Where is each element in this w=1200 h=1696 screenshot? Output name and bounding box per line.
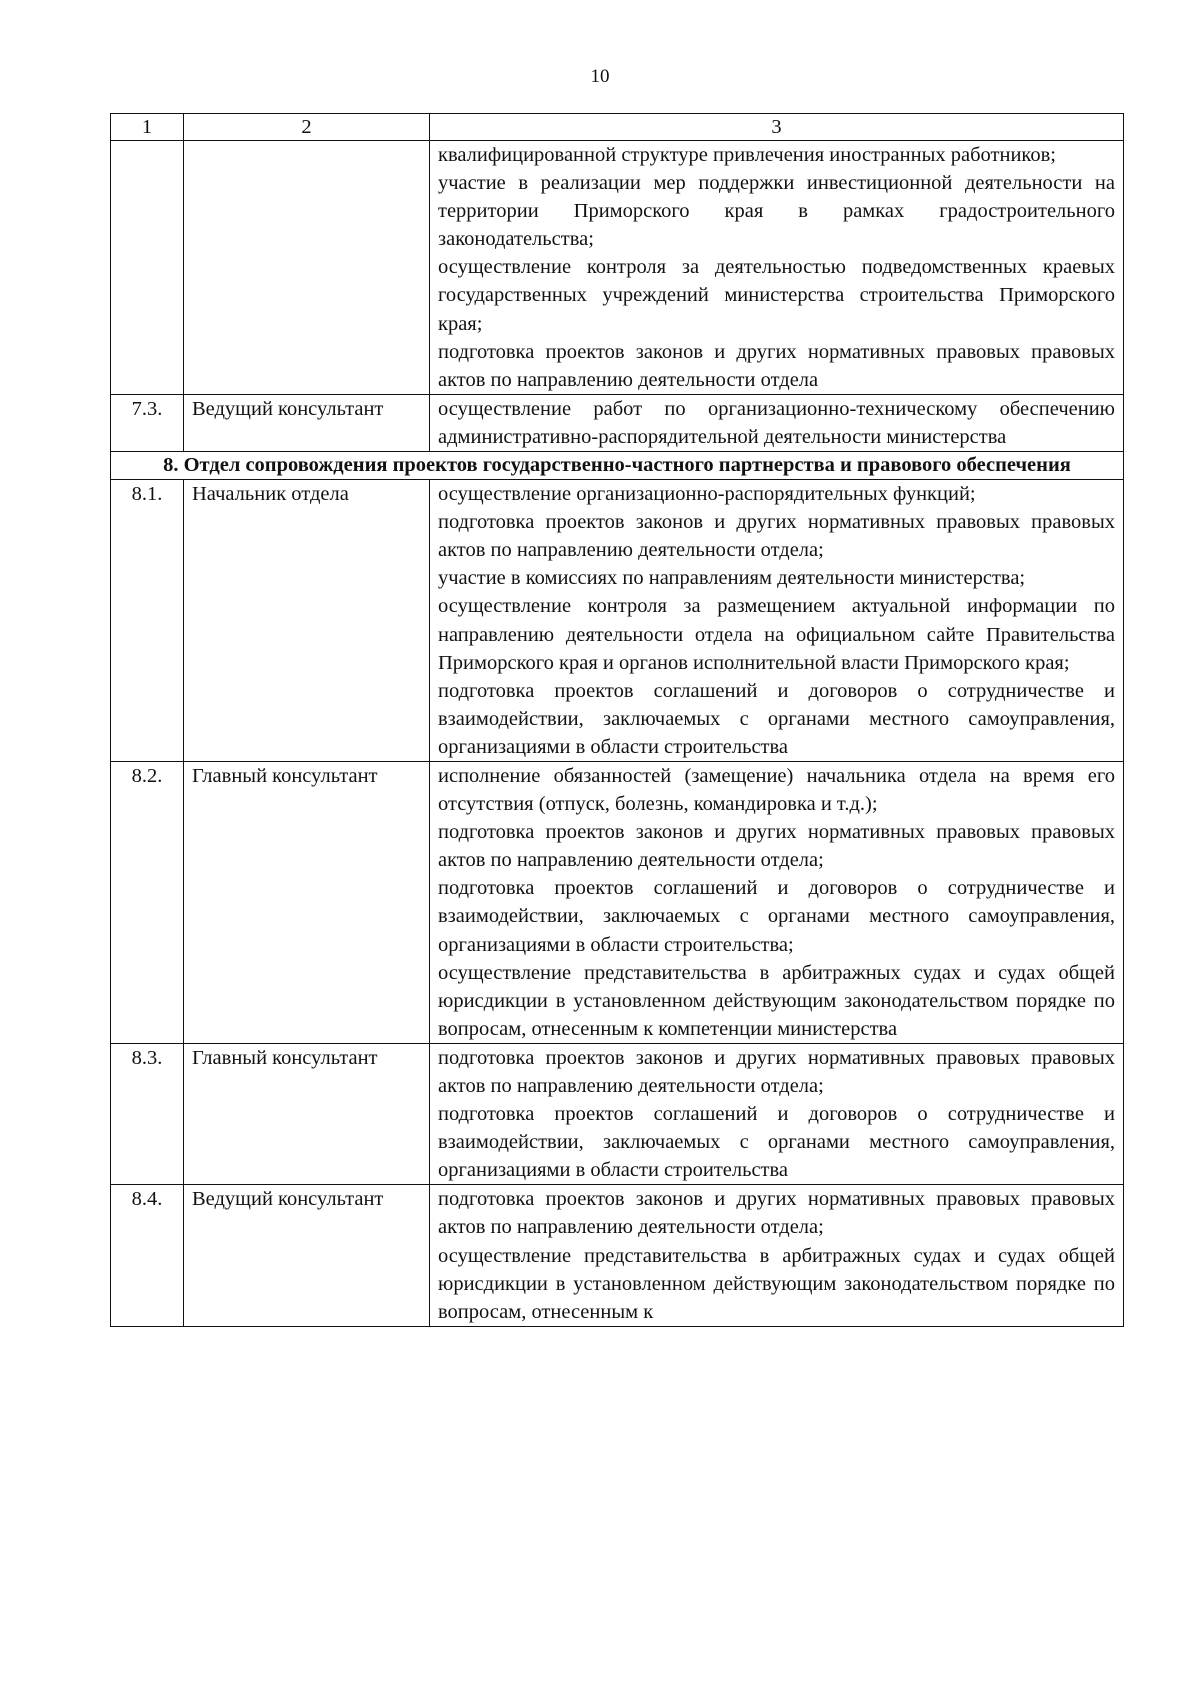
duty-item: подготовка проектов законов и других нормативных правовых правовых актов по направлению деятельности отдела; xyxy=(438,1188,1115,1239)
header-cell-3: 3 xyxy=(430,114,1124,141)
row-position xyxy=(184,141,430,395)
row-number: 8.1. xyxy=(111,480,184,762)
duty-item: подготовка проектов законов и других нормативных правовых правовых актов по направлению деятельности отдела; xyxy=(438,821,1115,872)
row-number: 8.2. xyxy=(111,761,184,1043)
page-number: 10 xyxy=(590,66,610,87)
row-duties xyxy=(430,141,1124,395)
duty-item: подготовка проектов соглашений и договоров о сотрудничестве и взаимодействии, заключаемых с органами местного самоуправления, организациями в области строительства xyxy=(438,1103,1115,1182)
row-duties xyxy=(430,480,1124,762)
header-cell-2: 2 xyxy=(184,114,430,141)
table-row xyxy=(111,761,1124,1043)
duty-item: осуществление работ по организационно-техническому обеспечению административно-распорядительной деятельности министерства xyxy=(438,397,1115,448)
table-row xyxy=(111,394,1124,451)
row-duties xyxy=(430,1185,1124,1326)
row-duties xyxy=(430,394,1124,451)
duty-item: подготовка проектов законов и других нормативных правовых правовых актов по направлению деятельности отдела; xyxy=(438,1046,1115,1097)
duty-item: осуществление контроля за размещением актуальной информации по направлению деятельности отдела на официальном сайте Правительства Приморского края и органов исполнительной власти Приморского края; xyxy=(438,595,1115,674)
duty-item: подготовка проектов законов и других нормативных правовых правовых актов по направлению деятельности отдела xyxy=(438,340,1115,391)
duty-item: подготовка проектов соглашений и договоров о сотрудничестве и взаимодействии, заключаемых с органами местного самоуправления, организациями в области строительства xyxy=(438,679,1115,758)
positions-table xyxy=(110,113,1124,1327)
duty-item: осуществление представительства в арбитражных судах и судах общей юрисдикции в установленном действующим законодательством порядке по вопросам, отнесенным к компетенции министерства xyxy=(438,961,1115,1040)
table-row xyxy=(111,141,1124,395)
header-cell-1: 1 xyxy=(111,114,184,141)
duty-item: квалифицированной структуре привлечения иностранных работников; xyxy=(438,144,1056,166)
row-number: 8.3. xyxy=(111,1043,184,1184)
row-position: Ведущий консультант xyxy=(184,394,430,451)
row-position: Главный консультант xyxy=(184,761,430,1043)
section-title: 8. Отдел сопровождения проектов государственно-частного партнерства и правового обеспечения xyxy=(111,452,1124,480)
table-header-row xyxy=(111,114,1124,141)
row-position: Начальник отдела xyxy=(184,480,430,762)
row-number: 8.4. xyxy=(111,1185,184,1326)
row-position: Главный консультант xyxy=(184,1043,430,1184)
row-number xyxy=(111,141,184,395)
duty-item: подготовка проектов соглашений и договоров о сотрудничестве и взаимодействии, заключаемых с органами местного самоуправления, организациями в области строительства; xyxy=(438,877,1115,956)
duty-item: осуществление контроля за деятельностью подведомственных краевых государственных учреждений министерства строительства Приморского края; xyxy=(438,256,1115,335)
duty-item: участие в комиссиях по направлениям деятельности министерства; xyxy=(438,567,1026,590)
duty-item: осуществление организационно-распорядительных функций; xyxy=(438,483,976,506)
duty-item: подготовка проектов законов и других нормативных правовых правовых актов по направлению деятельности отдела; xyxy=(438,511,1115,562)
table-row xyxy=(111,1185,1124,1326)
row-position: Ведущий консультант xyxy=(184,1185,430,1326)
table-row xyxy=(111,480,1124,762)
duty-item: участие в реализации мер поддержки инвестиционной деятельности на территории Приморского края в рамках градостроительного законодательства; xyxy=(438,172,1115,251)
duty-item: осуществление представительства в арбитражных судах и судах общей юрисдикции в установленном действующим законодательством порядке по вопросам, отнесенным к xyxy=(438,1244,1115,1323)
duty-item: исполнение обязанностей (замещение) начальника отдела на время его отсутствия (отпуск, болезнь, командировка и т.д.); xyxy=(438,764,1115,816)
row-duties xyxy=(430,1043,1124,1184)
table-row xyxy=(111,1043,1124,1184)
row-duties xyxy=(430,761,1124,1043)
section-heading-row xyxy=(111,452,1124,480)
row-number: 7.3. xyxy=(111,394,184,451)
